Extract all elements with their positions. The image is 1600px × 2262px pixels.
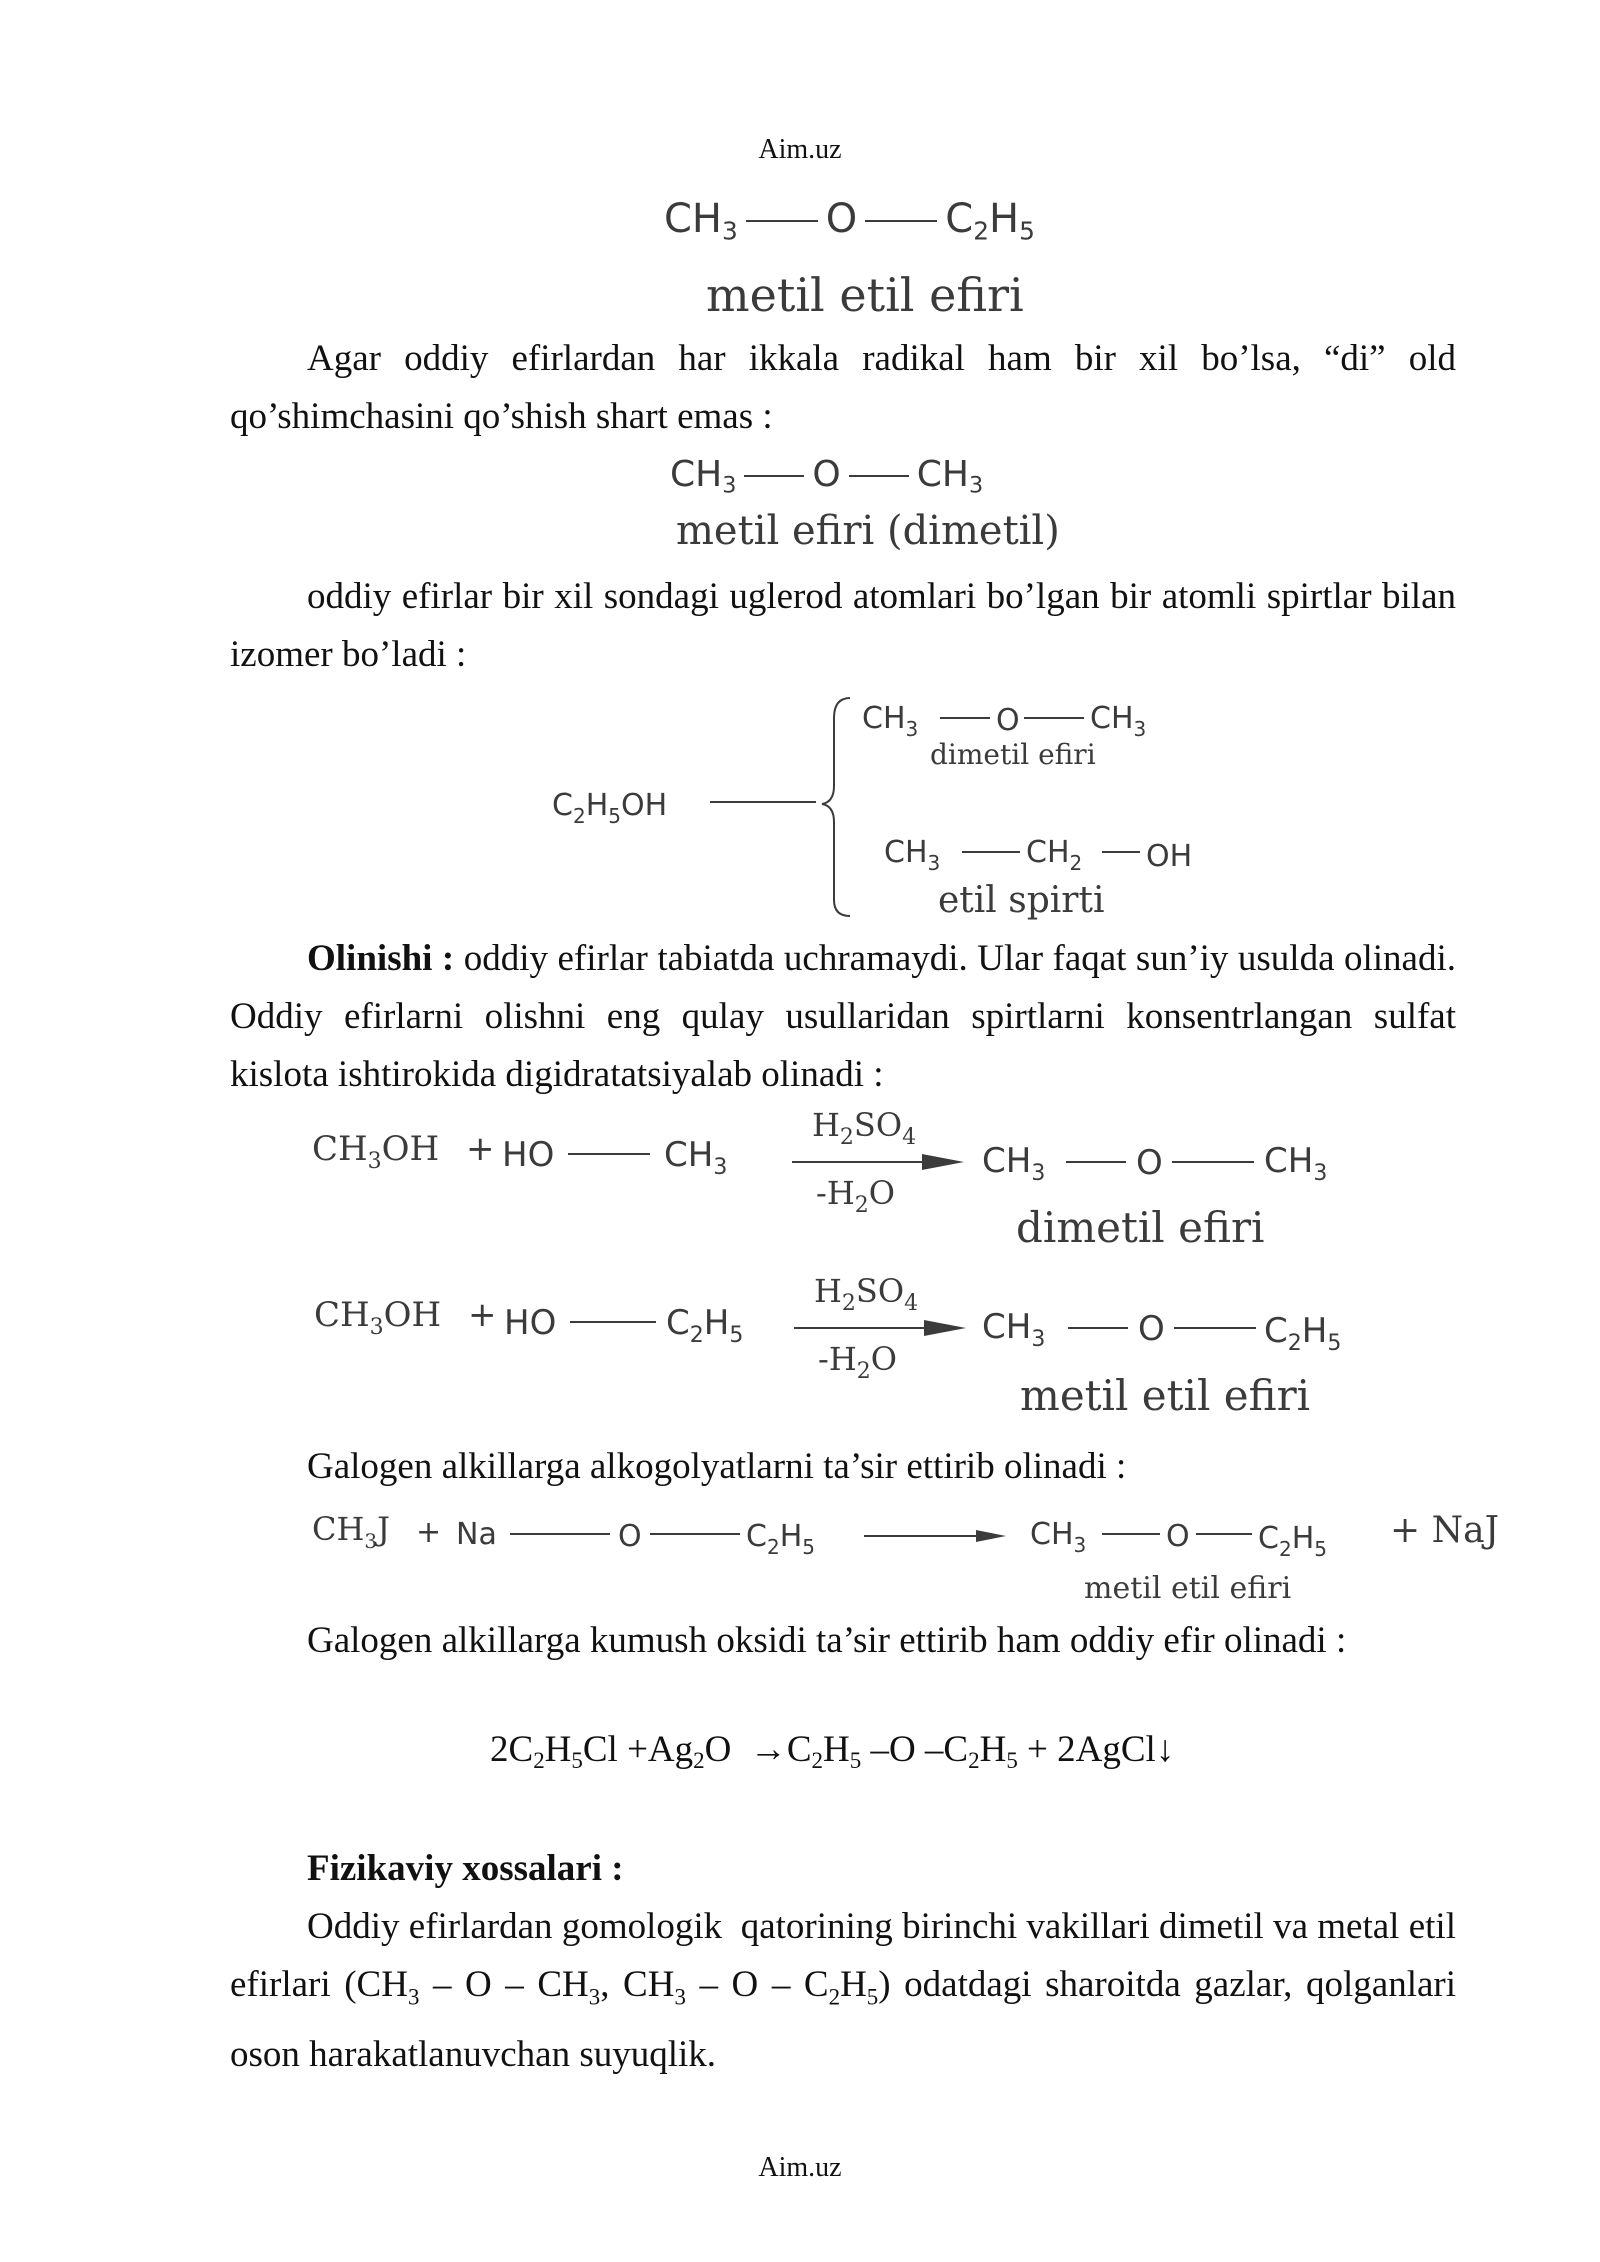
- paragraph-isomer: oddiy efirlar bir xil sondagi uglerod atomlari bo’lgan bir atomli spirtlar bilan izomer bo’ladi :: [230, 576, 1456, 675]
- svg-text:CH3: $CH_3$: [1090, 701, 1147, 741]
- svg-text:C2H5: $C_2H_5$: [666, 1303, 744, 1348]
- reaction-dimethyl-ether: [300, 1100, 1400, 1270]
- paragraph-kumush-oksidi: Galogen alkillarga kumush oksidi ta’sir ettirib ham oddiy efir olinadi :: [307, 1620, 1347, 1661]
- svg-text:metil etil efiri: metil etil efiri: [1020, 1371, 1311, 1420]
- svg-text:OH: OH: [1146, 839, 1193, 874]
- svg-text:C2H5: $C_2H_5$: [1264, 1311, 1342, 1356]
- svg-text:dimetil efiri: dimetil efiri: [1016, 1203, 1265, 1252]
- svg-text:Na: Na: [456, 1517, 497, 1552]
- isomer-diagram: [540, 690, 1240, 930]
- paragraph-physical-properties: Oddiy efirlardan gomologik qatorining birinchi vakillari dimetil va metal etil efirlari ($CH_3$ – O – $CH_3$, $CH_3$ – O – $C_2H_5$) odatdagi sharoitda gazlar, qolganlari oson harakatlanuvchan suyuqlik.: [230, 1906, 1457, 2076]
- svg-text:CH3OH: $CH_3OH$: [312, 1129, 440, 1174]
- svg-text:HO: HO: [504, 1303, 557, 1343]
- svg-text:CH2: $CH_2$: [1026, 835, 1083, 875]
- svg-text:CH3: $CH_3$: [664, 1135, 728, 1180]
- svg-text:O: O: [618, 1519, 642, 1554]
- svg-text:-H2O: $-H_2O$: [818, 1340, 897, 1384]
- svg-text:O: O: [1166, 1519, 1190, 1554]
- svg-text:CH3: $CH_3$: [982, 1141, 1046, 1186]
- svg-text:HO: HO: [502, 1135, 555, 1175]
- svg-text:+: +: [468, 1295, 497, 1335]
- formula-caption: metil etil efiri: [706, 268, 1024, 322]
- paragraph-alkogolyat: Galogen alkillarga alkogolyatlarni ta’sir ettirib olinadi :: [307, 1446, 1127, 1487]
- formula-caption: metil efiri (dimetil): [676, 508, 1060, 554]
- equation-silver-oxide: $2C_2H_5Cl +Ag_2O \to C_2H_5$ –O $-C_2H_5$ + 2AgCl↓: [490, 1729, 1175, 1773]
- formula-methyl-ethyl-ether: $CH_3$ O $C_2H_5$: [664, 196, 1035, 246]
- svg-text:H2SO4: $H_2SO_4$: [814, 1272, 919, 1316]
- reaction-williamson: [300, 1500, 1520, 1610]
- page-footer: Aim.uz: [758, 2152, 842, 2183]
- svg-text:C2H5: $C_2H_5$: [1258, 1521, 1327, 1561]
- paragraph-di-prefix: Agar oddiy efirlardan har ikkala radikal ham bir xil bo’lsa, “di” old qo’shimchasini qo’shish shart emas :: [230, 338, 1456, 437]
- svg-text:O: O: [996, 703, 1020, 738]
- heading-olinishi: Olinishi :: [307, 938, 455, 979]
- svg-text:+: +: [466, 1129, 495, 1169]
- svg-text:O: O: [1136, 1143, 1163, 1183]
- svg-text:+: +: [416, 1515, 442, 1550]
- svg-text:O: O: [1138, 1309, 1165, 1349]
- svg-text:CH3OH: $CH_3OH$: [314, 1295, 442, 1340]
- svg-text:-H2O: $-H_2O$: [816, 1174, 895, 1218]
- paragraph-olinishi: [230, 930, 1456, 1104]
- formula-dimethyl-ether: $CH_3$ O $CH_3$: [670, 454, 984, 499]
- reaction-methyl-ethyl-ether: [300, 1266, 1400, 1436]
- svg-text:C2H5OH: $C_2H_5OH$: [552, 788, 668, 828]
- svg-text:CH3: $CH_3$: [1264, 1141, 1328, 1186]
- svg-text:etil spirti: etil spirti: [938, 880, 1105, 921]
- svg-text:dimetil efiri: dimetil efiri: [930, 738, 1096, 771]
- svg-text:CH3: $CH_3$: [982, 1307, 1046, 1352]
- svg-text:CH3: $CH_3$: [884, 835, 941, 875]
- svg-text:C2H5: $C_2H_5$: [746, 1519, 815, 1559]
- page-header: Aim.uz: [758, 134, 842, 165]
- heading-fizikaviy-xossalari: Fizikaviy xossalari :: [307, 1848, 624, 1889]
- svg-text:metil etil efiri: metil etil efiri: [1084, 1571, 1292, 1606]
- svg-text:+ NaJ: + NaJ: [1390, 1510, 1500, 1551]
- paragraph-olinishi-text: oddiy efirlar tabiatda uchramaydi. Ular faqat sun’iy usulda olinadi. Oddiy efirlarni olishni eng qulay usullaridan spirtlarni konsentrlangan sulfat kislota ishtirokida digidratatsiyalab olinadi :: [230, 938, 1456, 1095]
- svg-text:CH3: $CH_3$: [1030, 1517, 1087, 1557]
- svg-text:H2SO4: $H_2SO_4$: [812, 1106, 917, 1150]
- svg-text:CH3J: $CH_3J$: [312, 1510, 390, 1553]
- svg-text:CH3: $CH_3$: [862, 701, 919, 741]
